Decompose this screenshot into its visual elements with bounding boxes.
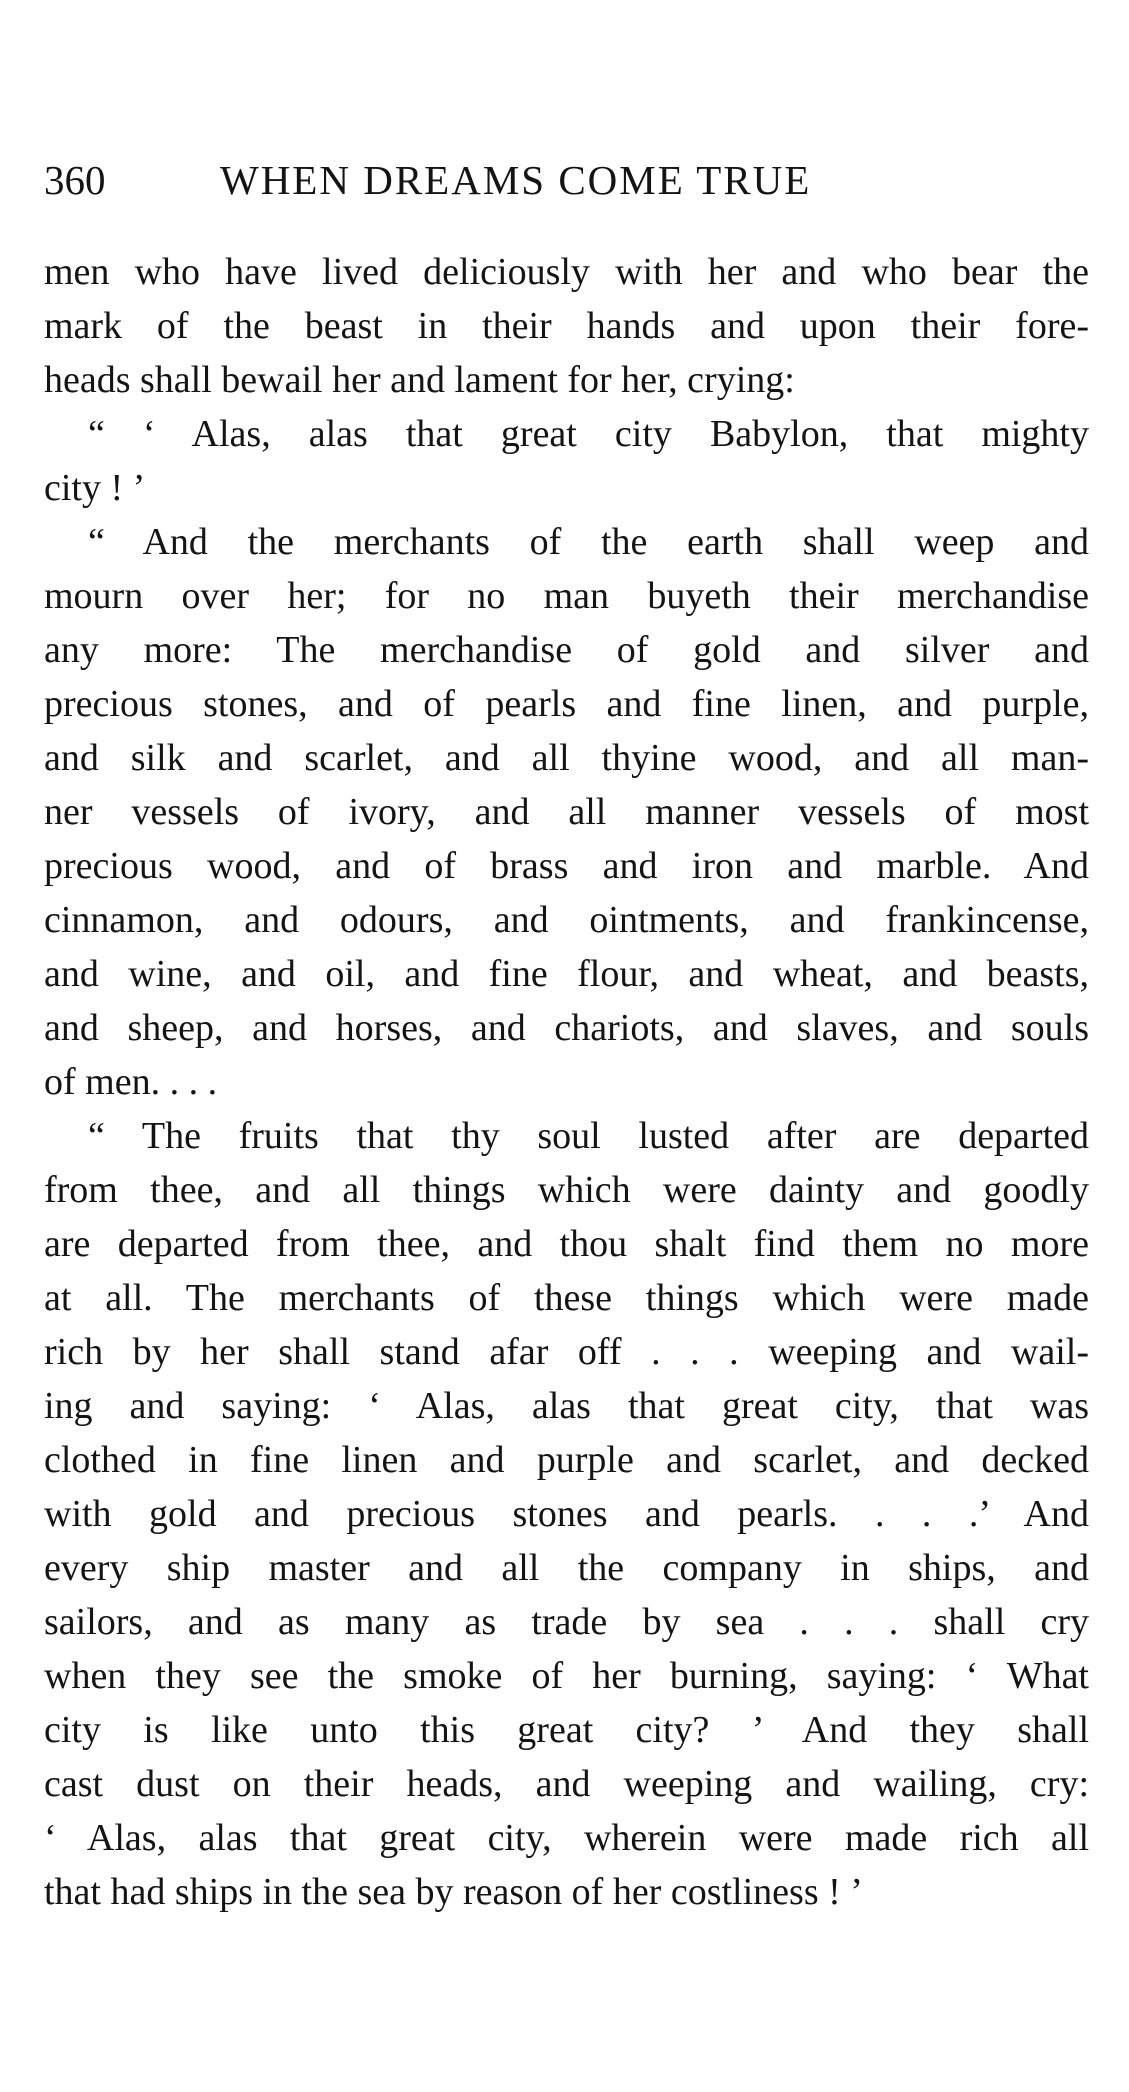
text-line: any more: The merchandise of gold and silver and: [44, 629, 1089, 671]
text-line: “ ‘ Alas, alas that great city Babylon, that mighty: [88, 413, 1089, 455]
text-line: heads shall bewail her and lament for her, crying:: [44, 359, 795, 401]
text-line: city is like unto this great city? ’ And they shall: [44, 1709, 1089, 1751]
text-line: mourn over her; for no man buyeth their merchandise: [44, 575, 1089, 617]
text-line: and sheep, and horses, and chariots, and slaves, and souls: [44, 1007, 1089, 1049]
text-line: ing and saying: ‘ Alas, alas that great city, that was: [44, 1385, 1089, 1427]
text-line: cast dust on their heads, and weeping and wailing, cry:: [44, 1763, 1089, 1805]
text-line: city ! ’: [44, 467, 146, 509]
text-line: of men. . . .: [44, 1061, 218, 1103]
text-line: ner vessels of ivory, and all manner vessels of most: [44, 791, 1089, 833]
text-line: sailors, and as many as trade by sea . . . shall cry: [44, 1601, 1089, 1643]
running-head: [44, 150, 1094, 210]
text-line: clothed in fine linen and purple and scarlet, and decked: [44, 1439, 1089, 1481]
text-line: from thee, and all things which were dainty and goodly: [44, 1169, 1089, 1211]
body-text: [44, 245, 1089, 1919]
running-title: WHEN DREAMS COME TRUE: [220, 157, 812, 203]
text-line: and wine, and oil, and fine flour, and wheat, and beasts,: [44, 953, 1089, 995]
text-line: mark of the beast in their hands and upon their fore-: [44, 305, 1089, 347]
text-line: “ And the merchants of the earth shall weep and: [88, 521, 1089, 563]
text-line: when they see the smoke of her burning, saying: ‘ What: [44, 1655, 1089, 1697]
text-line: rich by her shall stand afar off . . . weeping and wail-: [44, 1331, 1089, 1373]
text-line: are departed from thee, and thou shalt find them no more: [44, 1223, 1089, 1265]
text-line: with gold and precious stones and pearls. . . .’ And: [44, 1493, 1089, 1535]
text-line: “ The fruits that thy soul lusted after are departed: [88, 1115, 1089, 1157]
text-line: and silk and scarlet, and all thyine wood, and all man-: [44, 737, 1089, 779]
text-line: precious wood, and of brass and iron and marble. And: [44, 845, 1089, 887]
page-number: 360: [44, 157, 106, 203]
text-line: men who have lived deliciously with her and who bear the: [44, 251, 1089, 293]
text-line: cinnamon, and odours, and ointments, and frankincense,: [44, 899, 1089, 941]
text-line: at all. The merchants of these things which were made: [44, 1277, 1089, 1319]
text-line: ‘ Alas, alas that great city, wherein were made rich all: [44, 1817, 1089, 1859]
text-line: every ship master and all the company in ships, and: [44, 1547, 1089, 1589]
text-line: precious stones, and of pearls and fine linen, and purple,: [44, 683, 1089, 725]
text-line: that had ships in the sea by reason of her costliness ! ’: [44, 1871, 863, 1913]
